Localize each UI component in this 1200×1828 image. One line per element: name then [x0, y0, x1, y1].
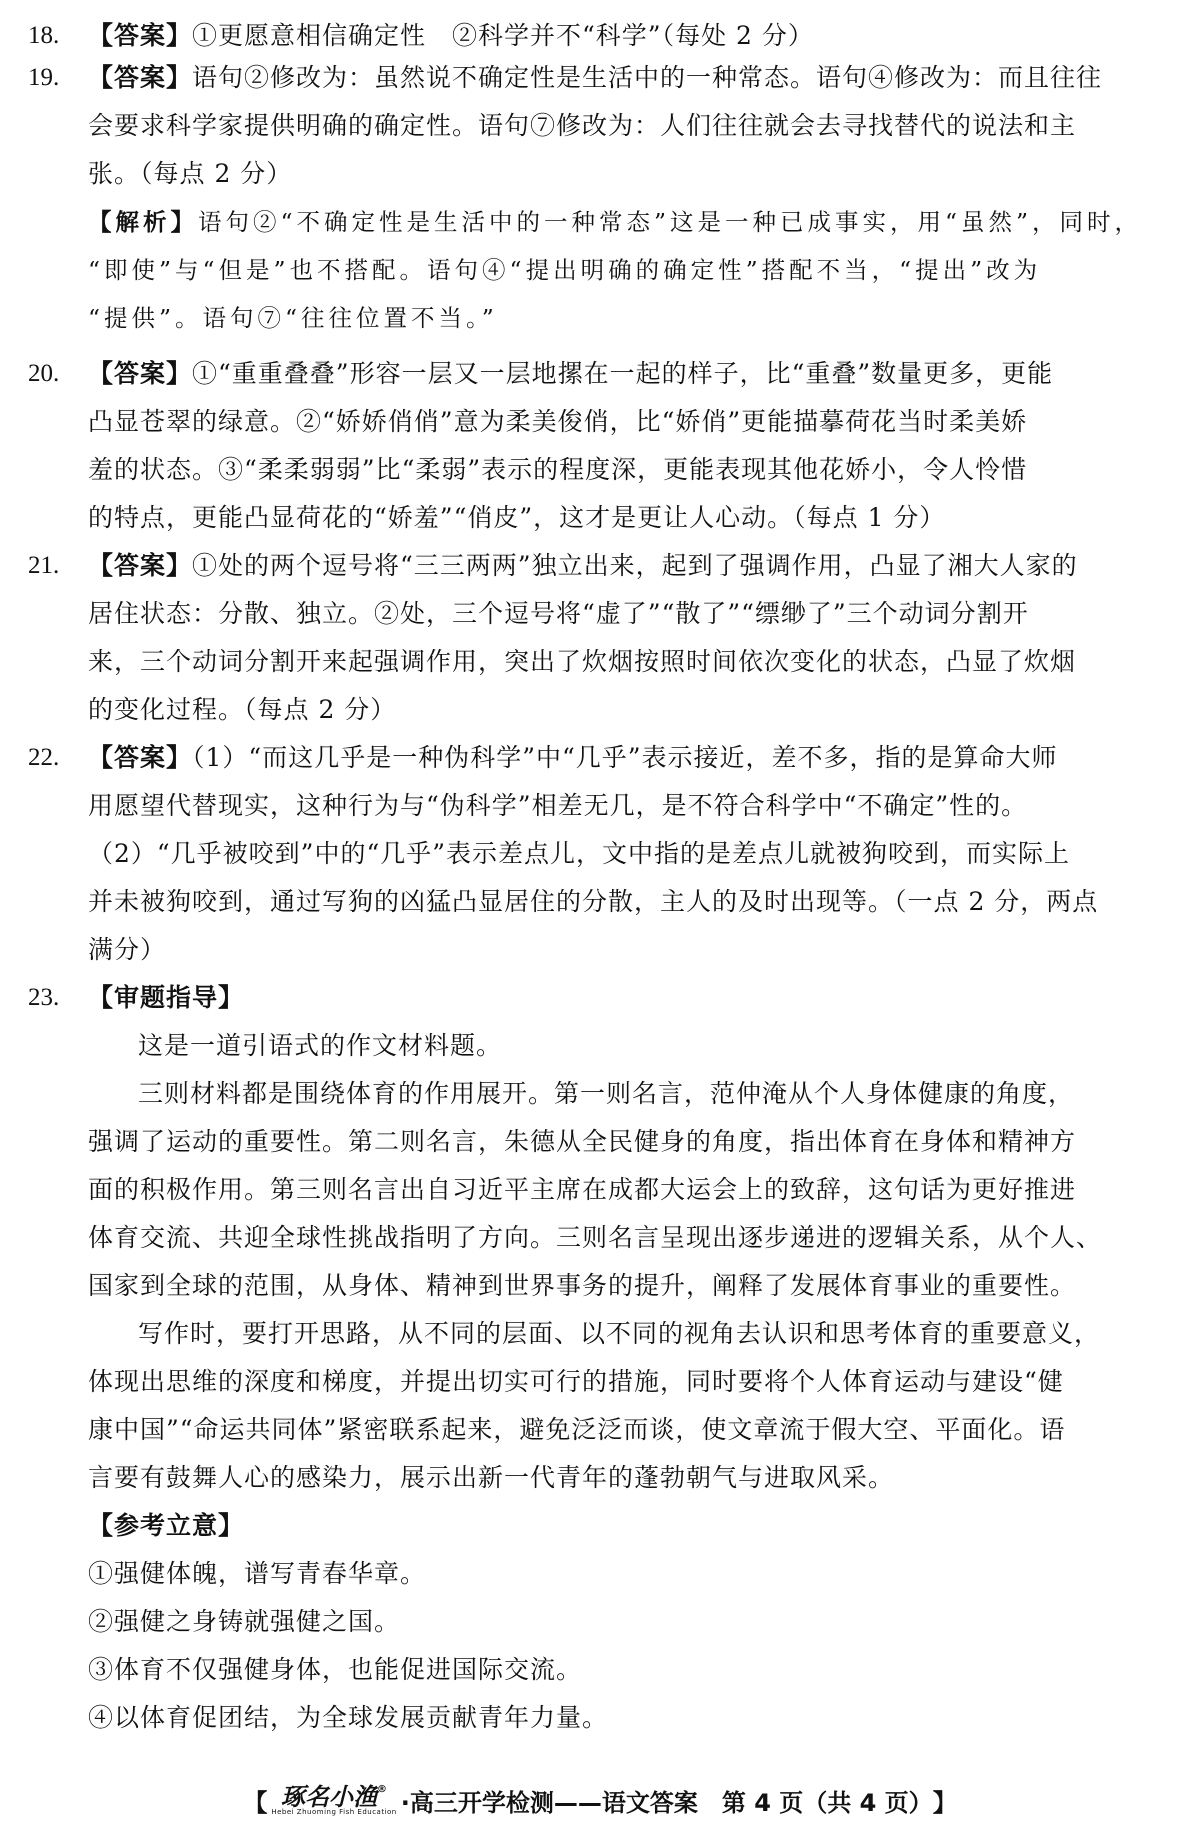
answer-line — [88, 542, 1178, 590]
answer-tag: 【答案】 — [88, 551, 193, 580]
registered-mark: ® — [377, 1783, 388, 1795]
section-heading — [88, 1502, 1178, 1550]
answer-text: ①处的两个逗号将“三三两两”独立出来，起到了强调作用，凸显了湘大人家的 — [192, 551, 1078, 580]
reference-item: ①强健体魄，谱写青春华章。 — [88, 1559, 427, 1588]
answer-line — [88, 734, 1178, 782]
paragraph-line: 言要有鼓舞人心的感染力，展示出新一代青年的蓬勃朝气与进取风采。 — [88, 1463, 895, 1492]
paragraph-line: 三则材料都是围绕体育的作用展开。第一则名言，范仲淹从个人身体健康的角度， — [138, 1079, 1075, 1108]
explanation-text: 语句②“不确定性是生活中的一种常态”这是一种已成事实，用“虽然”，同时， — [198, 208, 1143, 236]
page-footer — [0, 1775, 1200, 1825]
footer-bracket-open: 【 — [243, 1788, 268, 1817]
answer-line — [88, 12, 1178, 60]
question-number: 19. — [28, 64, 60, 91]
answer-tag: 【答案】 — [88, 21, 193, 50]
answer-text: （1）“而这几乎是一种伪科学”中“几乎”表示接近，差不多，指的是算命大师 — [192, 743, 1058, 772]
logo-text: 琢名小渔 — [281, 1781, 378, 1811]
answer-line — [88, 54, 1178, 102]
brand-logo — [271, 1781, 397, 1816]
answer-tag: 【答案】 — [88, 359, 193, 388]
paragraph-line: 体育交流、共迎全球性挑战指明了方向。三则名言呈现出逐步递进的逻辑关系，从个人、 — [88, 1223, 1103, 1252]
explanation-line: “提供”。语句⑦“往往位置不当。” — [88, 304, 498, 332]
answer-text: ①更愿意相信确定性 ②科学并不“科学”（每处 2 分） — [192, 21, 814, 50]
explanation-line: “即使”与“但是”也不搭配。语句④“提出明确的确定性”搭配不当，“提出”改为 — [88, 256, 1042, 284]
answer-line: 的变化过程。（每点 2 分） — [88, 695, 397, 724]
answer-tag: 【答案】 — [88, 743, 193, 772]
answer-line: 会要求科学家提供明确的确定性。语句⑦修改为：人们往往就会去寻找替代的说法和主 — [88, 111, 1077, 140]
reference-item: ②强健之身铸就强健之国。 — [88, 1607, 401, 1636]
logo-subtitle: Hebei Zhuoming Fish Education — [271, 1807, 397, 1816]
answer-line: 用愿望代替现实，这种行为与“伪科学”相差无几，是不符合科学中“不确定”性的。 — [88, 791, 1028, 820]
answer-line: 居住状态：分散、独立。②处，三个逗号将“虚了”“散了”“缥缈了”三个动词分割开 — [88, 599, 1029, 628]
paragraph-line: 康中国”“命运共同体”紧密联系起来，避免泛泛而谈，使文章流于假大空、平面化。语 — [88, 1415, 1066, 1444]
paragraph-line: 体现出思维的深度和梯度，并提出切实可行的措施，同时要将个人体育运动与建设“健 — [88, 1367, 1064, 1396]
question-number: 22. — [28, 744, 60, 771]
question-number: 20. — [28, 360, 60, 387]
answer-line: （2）“几乎被咬到”中的“几乎”表示差点儿，文中指的是差点儿就被狗咬到，而实际上 — [88, 839, 1071, 868]
reference-item: ④以体育促团结，为全球发展贡献青年力量。 — [88, 1703, 609, 1732]
answer-text: 语句②修改为：虽然说不确定性是生活中的一种常态。语句④修改为：而且往往 — [192, 63, 1103, 92]
explanation-tag: 【解析】 — [88, 208, 198, 236]
question-number: 18. — [28, 22, 60, 49]
question-number: 23. — [28, 984, 60, 1011]
answer-line: 的特点，更能凸显荷花的“娇羞”“俏皮”，这才是更让人心动。（每点 1 分） — [88, 503, 946, 532]
paragraph-line: 国家到全球的范围，从身体、精神到世界事务的提升，阐释了发展体育事业的重要性。 — [88, 1271, 1077, 1300]
answer-line: 并未被狗咬到，通过写狗的凶猛凸显居住的分散，主人的及时出现等。（一点 2 分，两点 — [88, 887, 1099, 916]
question-number: 21. — [28, 552, 60, 579]
reference-tag: 【参考立意】 — [88, 1511, 245, 1540]
paragraph-line: 这是一道引语式的作文材料题。 — [138, 1031, 503, 1060]
footer-text: ·高三开学检测——语文答案 第 4 页（共 4 页） — [400, 1788, 933, 1817]
answer-line: 凸显苍翠的绿意。②“娇娇俏俏”意为柔美俊俏，比“娇俏”更能描摹荷花当时柔美娇 — [88, 407, 1028, 436]
answer-line: 羞的状态。③“柔柔弱弱”比“柔弱”表示的程度深，更能表现其他花娇小，令人怜惜 — [88, 455, 1028, 484]
explanation-line — [88, 198, 1178, 246]
answer-line: 来，三个动词分割开来起强调作用，突出了炊烟按照时间依次变化的状态，凸显了炊烟 — [88, 647, 1077, 676]
paragraph-line: 写作时，要打开思路，从不同的层面、以不同的视角去认识和思考体育的重要意义， — [138, 1319, 1101, 1348]
answer-text: ①“重重叠叠”形容一层又一层地摞在一起的样子，比“重叠”数量更多，更能 — [192, 359, 1054, 388]
guide-tag: 【审题指导】 — [88, 983, 245, 1012]
paragraph-line: 强调了运动的重要性。第二则名言，朱德从全民健身的角度，指出体育在身体和精神方 — [88, 1127, 1077, 1156]
reference-item: ③体育不仅强健身体，也能促进国际交流。 — [88, 1655, 583, 1684]
answer-line — [88, 350, 1178, 398]
answer-line: 满分） — [88, 935, 167, 964]
footer-bracket-close: 】 — [932, 1788, 957, 1817]
paragraph-line: 面的积极作用。第三则名言出自习近平主席在成都大运会上的致辞，这句话为更好推进 — [88, 1175, 1077, 1204]
answer-tag: 【答案】 — [88, 63, 193, 92]
answer-line: 张。（每点 2 分） — [88, 159, 293, 188]
section-heading — [88, 974, 1178, 1022]
